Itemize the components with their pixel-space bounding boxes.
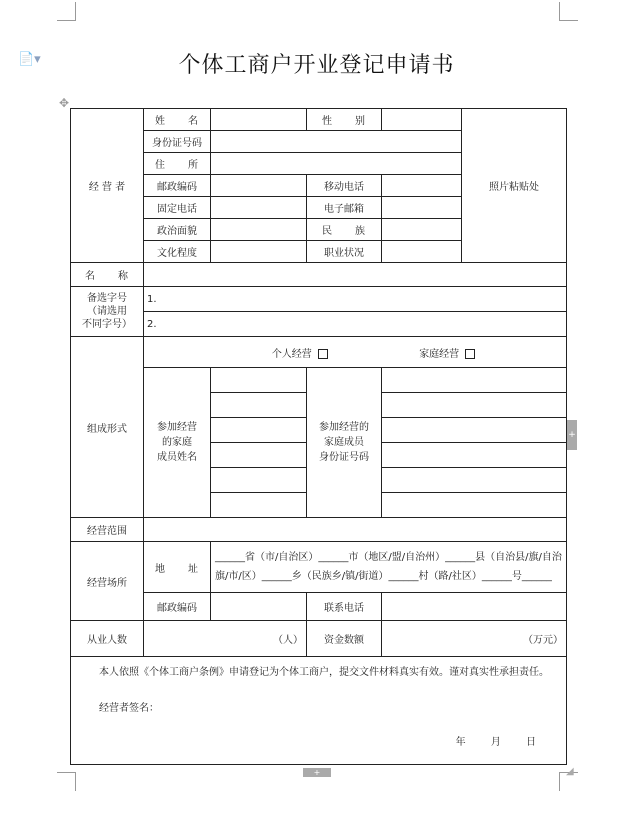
address-field[interactable]: ______省（市/自治区）______市（地区/盟/自治州）______县（自治县/旗/自治旗/市/区）______乡（民族乡/镇/街道）______村（路/社区）______号______: [211, 542, 567, 593]
landline-field[interactable]: [211, 197, 307, 219]
residence-label: 住 所: [144, 153, 211, 175]
premises-postcode-label: 邮政编码: [144, 593, 211, 621]
individual-checkbox[interactable]: [318, 349, 328, 359]
occupation-field[interactable]: [382, 241, 462, 263]
premises-label: 经营场所: [71, 542, 144, 621]
member-name-field[interactable]: [211, 443, 307, 468]
email-field[interactable]: [382, 197, 462, 219]
member-names-label: 参加经营 的家庭 成员姓名: [144, 368, 211, 518]
mobile-label: 移动电话: [307, 175, 382, 197]
business-name-field[interactable]: [144, 263, 567, 287]
photo-area: 照片粘贴处: [462, 109, 567, 263]
operator-section-label: 经 营 者: [71, 109, 144, 263]
name-label: 姓 名: [144, 109, 211, 131]
political-field[interactable]: [211, 219, 307, 241]
resize-handle-icon[interactable]: ◢: [566, 766, 574, 777]
date-label: 年 月 日: [455, 737, 536, 748]
scope-label: 经营范围: [71, 518, 144, 542]
bottom-add-tab[interactable]: +: [303, 768, 331, 777]
id-field[interactable]: [211, 131, 462, 153]
staff-count-field[interactable]: （人）: [144, 621, 307, 657]
residence-field[interactable]: [211, 153, 462, 175]
alt-names-label: 备选字号 （请选用 不同字号）: [71, 287, 144, 337]
id-label: 身份证号码: [144, 131, 211, 153]
occupation-label: 职业状况: [307, 241, 382, 263]
member-name-field[interactable]: [211, 468, 307, 493]
staff-count-label: 从业人数: [71, 621, 144, 657]
crop-mark-top-right: [559, 2, 578, 21]
declaration-cell: [71, 657, 567, 765]
crop-mark-bottom-left: [57, 772, 76, 791]
member-name-field[interactable]: [211, 393, 307, 418]
signature-label: 经营者签名：: [99, 703, 159, 714]
contact-phone-label: 联系电话: [307, 593, 382, 621]
crop-mark-top-left: [57, 2, 76, 21]
gender-field[interactable]: [382, 109, 462, 131]
ethnicity-label: 民 族: [307, 219, 382, 241]
ethnicity-field[interactable]: [382, 219, 462, 241]
page-title: 个体工商户开业登记申请书: [178, 53, 455, 78]
political-label: 政治面貌: [144, 219, 211, 241]
registration-form-table: [70, 108, 567, 765]
mobile-field[interactable]: [382, 175, 462, 197]
capital-label: 资金数额: [307, 621, 382, 657]
landline-label: 固定电话: [144, 197, 211, 219]
gender-label: 性 别: [307, 109, 382, 131]
education-label: 文化程度: [144, 241, 211, 263]
declaration-text: 本人依照《个体工商户条例》申请登记为个体工商户，提交文件材料真实有效。谨对真实性承担责任。: [99, 667, 549, 678]
education-field[interactable]: [211, 241, 307, 263]
premises-postcode-field[interactable]: [211, 593, 307, 621]
member-name-field[interactable]: [211, 368, 307, 393]
family-checkbox[interactable]: [465, 349, 475, 359]
member-ids-label: 参加经营的 家庭成员 身份证号码: [307, 368, 382, 518]
postcode-field[interactable]: [211, 175, 307, 197]
member-id-field[interactable]: [382, 443, 567, 468]
alt-name-1[interactable]: 1.: [144, 287, 567, 312]
scope-field[interactable]: [144, 518, 567, 542]
family-option-label: 家庭经营: [419, 348, 460, 360]
capital-field[interactable]: （万元）: [382, 621, 567, 657]
alt-name-2[interactable]: 2.: [144, 312, 567, 337]
member-name-field[interactable]: [211, 493, 307, 518]
member-name-field[interactable]: [211, 418, 307, 443]
address-label: 地 址: [144, 542, 211, 593]
member-id-field[interactable]: [382, 368, 567, 393]
name-field[interactable]: [211, 109, 307, 131]
member-id-field[interactable]: [382, 393, 567, 418]
individual-option-label: 个人经营: [271, 348, 312, 360]
contact-phone-field[interactable]: [382, 593, 567, 621]
document-icon[interactable]: 📄▾: [18, 52, 41, 67]
move-handle-icon[interactable]: ✥: [59, 96, 70, 110]
side-expand-tab[interactable]: +: [567, 420, 577, 450]
member-id-field[interactable]: [382, 418, 567, 443]
postcode-label: 邮政编码: [144, 175, 211, 197]
business-name-label: 名 称: [71, 263, 144, 287]
composition-label: 组成形式: [71, 337, 144, 518]
member-id-field[interactable]: [382, 468, 567, 493]
member-id-field[interactable]: [382, 493, 567, 518]
email-label: 电子邮箱: [307, 197, 382, 219]
